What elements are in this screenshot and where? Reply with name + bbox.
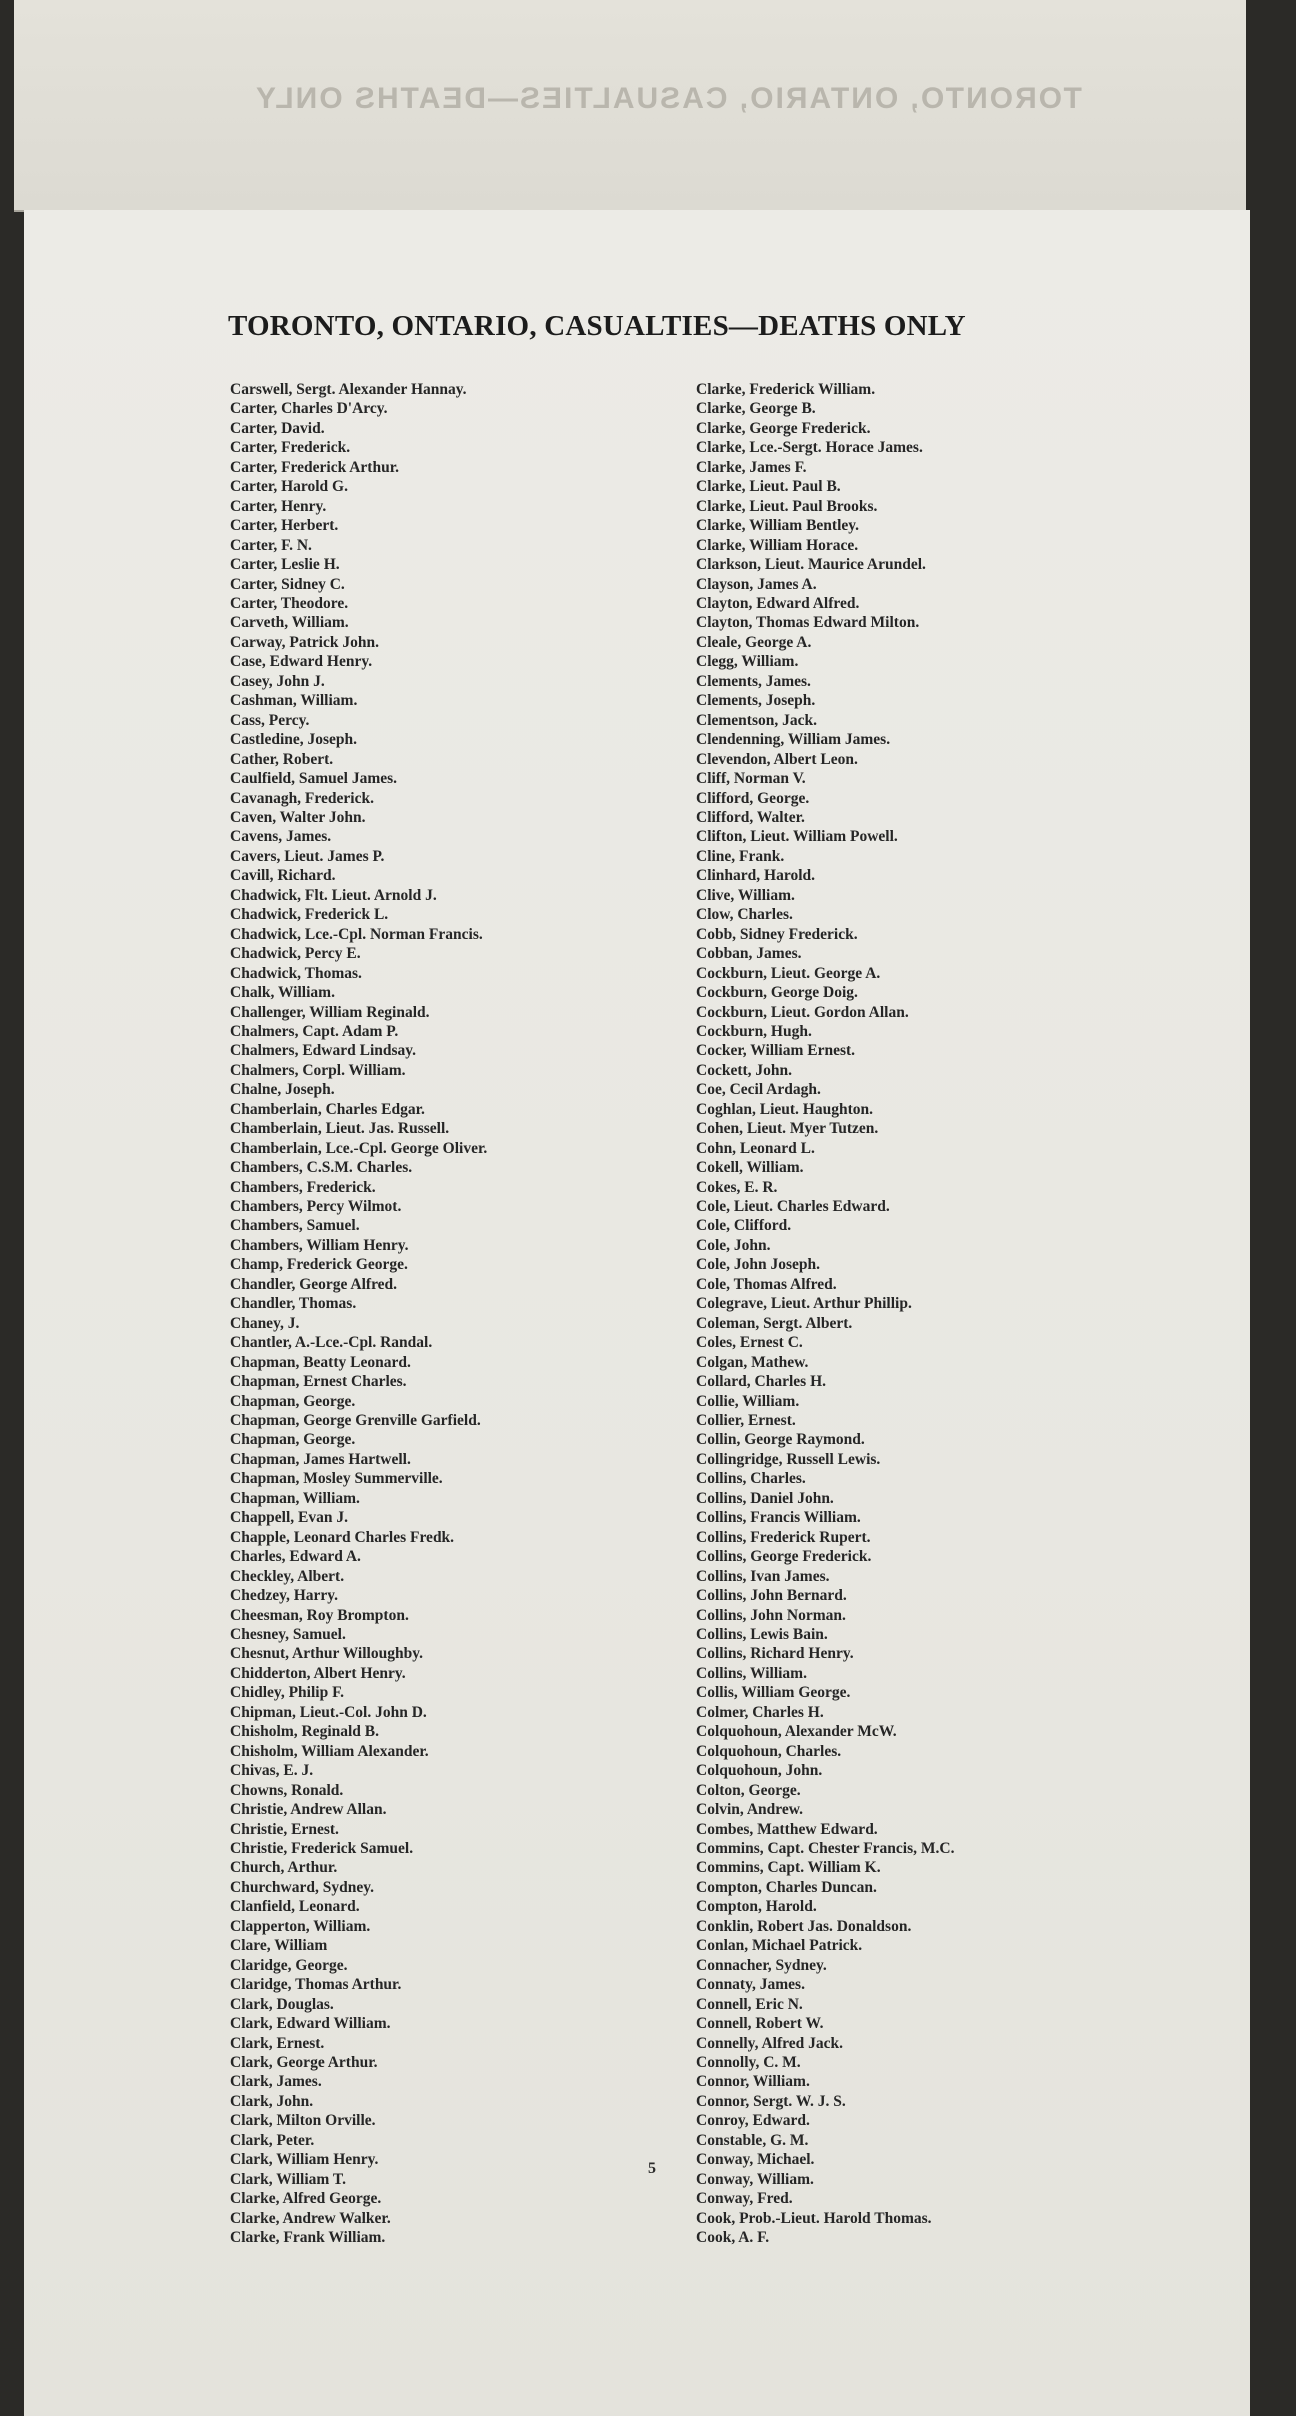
casualty-entry: Cliff, Norman V. [696, 770, 806, 788]
previous-page-edge [14, 0, 1246, 212]
casualty-entry: Clarke, Frank William. [230, 2229, 386, 2247]
casualty-entry: Clarke, Frederick William. [696, 381, 876, 398]
casualty-entry: Chapple, Leonard Charles Fredk. [230, 1528, 455, 1546]
casualty-entry: Clow, Charles. [696, 906, 793, 924]
casualty-entry: Collins, George Frederick. [696, 1548, 872, 1566]
casualty-entry: Clarkson, Lieut. Maurice Arundel. [696, 556, 926, 574]
casualty-entry: Case, Edward Henry. [230, 653, 373, 671]
casualty-entry: Cockburn, Hugh. [696, 1022, 812, 1040]
casualty-entry: Chantler, A.-Lce.-Cpl. Randal. [230, 1334, 433, 1352]
casualty-entry: Combes, Matthew Edward. [696, 1820, 878, 1838]
casualty-entry: Claridge, George. [230, 1956, 348, 1974]
casualty-entry: Castledine, Joseph. [230, 731, 358, 749]
casualty-entry: Coles, Ernest C. [696, 1334, 803, 1352]
casualty-entry: Chamberlain, Lce.-Cpl. George Oliver. [230, 1139, 488, 1157]
casualty-entry: Chadwick, Lce.-Cpl. Norman Francis. [230, 925, 483, 943]
casualty-entry: Clarke, Lieut. Paul Brooks. [696, 497, 878, 515]
casualty-entry: Clarke, George Frederick. [696, 419, 871, 437]
casualty-entry: Clarke, Alfred George. [230, 2190, 382, 2208]
page-number: 5 [648, 2160, 656, 2177]
casualty-entry: Colmer, Charles H. [696, 1703, 824, 1721]
casualty-entry: Clinhard, Harold. [696, 867, 816, 885]
casualty-entry: Clements, Joseph. [696, 692, 816, 710]
casualty-entry: Chivas, E. J. [230, 1762, 314, 1780]
casualty-entry: Clevendon, Albert Leon. [696, 750, 858, 768]
casualty-entry: Chapman, George. [230, 1392, 356, 1410]
casualty-entry: Cavanagh, Frederick. [230, 789, 374, 807]
casualty-entry: Clifford, Walter. [696, 808, 805, 826]
casualty-entry: Clark, Edward William. [230, 2015, 391, 2033]
casualty-entry: Chadwick, Percy E. [230, 945, 361, 963]
page-title: TORONTO, ONTARIO, CASUALTIES—DEATHS ONLY [228, 310, 966, 342]
casualty-entry: Clarke, William Horace. [696, 536, 859, 554]
casualty-entry: Clementson, Jack. [696, 711, 817, 729]
casualty-entry: Cockburn, Lieut. George A. [696, 964, 881, 982]
casualty-entry: Cole, John Joseph. [696, 1256, 821, 1274]
casualty-entry: Chambers, Percy Wilmot. [230, 1198, 402, 1216]
casualty-entry: Chapman, Ernest Charles. [230, 1373, 407, 1391]
casualty-entry: Chamberlain, Charles Edgar. [230, 1100, 425, 1118]
casualty-entry: Collin, George Raymond. [696, 1431, 865, 1449]
casualty-entry: Collis, William George. [696, 1684, 851, 1702]
casualty-entry: Conway, Michael. [696, 2151, 815, 2169]
casualty-entry: Cavill, Richard. [230, 867, 336, 885]
casualty-entry: Carter, Sidney C. [230, 575, 345, 593]
casualty-entry: Caven, Walter John. [230, 808, 366, 826]
casualty-entry: Chisholm, Reginald B. [230, 1723, 380, 1741]
casualty-entry: Collins, Lewis Bain. [696, 1626, 828, 1643]
casualty-entry: Carveth, William. [230, 614, 349, 632]
casualty-entry: Clarke, Andrew Walker. [230, 2209, 391, 2227]
casualty-entry: Chadwick, Frederick L. [230, 906, 389, 924]
casualty-entry: Carter, Frederick Arthur. [230, 458, 400, 476]
casualty-entry: Carter, Charles D'Arcy. [230, 400, 388, 418]
casualty-entry: Connor, William. [696, 2073, 810, 2091]
casualty-entry: Chaney, J. [230, 1314, 300, 1332]
casualty-entry: Cheesman, Roy Brompton. [230, 1606, 409, 1624]
casualty-entry: Cline, Frank. [696, 847, 785, 865]
casualty-entry: Collins, Frederick Rupert. [696, 1528, 871, 1546]
casualty-entry: Clanfield, Leonard. [230, 1898, 360, 1916]
casualty-entry: Chadwick, Flt. Lieut. Arnold J. [230, 886, 437, 904]
casualty-entry: Clarke, Lce.-Sergt. Horace James. [696, 439, 923, 457]
casualty-entry: Cleale, George A. [696, 633, 812, 651]
casualty-entry: Chowns, Ronald. [230, 1781, 344, 1799]
casualty-entry: Cook, A. F. [696, 2229, 770, 2247]
casualty-entry: Carter, Harold G. [230, 478, 348, 496]
casualty-entry: Collins, Ivan James. [696, 1567, 830, 1585]
casualty-entry: Carter, David. [230, 419, 325, 437]
casualty-entry: Coe, Cecil Ardagh. [696, 1081, 821, 1099]
casualty-entry: Clark, James. [230, 2073, 322, 2091]
casualty-entry: Chambers, William Henry. [230, 1236, 409, 1254]
casualty-entry: Carswell, Sergt. Alexander Hannay. [230, 381, 467, 398]
show-through-text: TORONTO, ONTARIO, CASUALTIES—DEATHS ONLY [254, 82, 1082, 115]
right-name-column [696, 380, 1196, 2248]
casualty-entry: Connaty, James. [696, 1976, 805, 1994]
casualty-entry: Connelly, Alfred Jack. [696, 2034, 843, 2052]
casualty-entry: Clarke, Lieut. Paul B. [696, 478, 841, 496]
casualty-entry: Carter, F. N. [230, 536, 312, 554]
casualty-entry: Carter, Theodore. [230, 594, 349, 612]
casualty-entry: Colvin, Andrew. [696, 1801, 803, 1819]
casualty-entry: Conway, Fred. [696, 2190, 793, 2208]
casualty-entry: Carter, Herbert. [230, 517, 339, 535]
casualty-entry: Chedzey, Harry. [230, 1587, 339, 1605]
casualty-entry: Collins, Daniel John. [696, 1489, 834, 1507]
casualty-entry: Collier, Ernest. [696, 1412, 796, 1430]
casualty-entry: Chandler, George Alfred. [230, 1275, 398, 1293]
casualty-entry: Chapman, James Hartwell. [230, 1450, 411, 1468]
casualty-entry: Conroy, Edward. [696, 2112, 810, 2130]
casualty-entry: Conklin, Robert Jas. Donaldson. [696, 1917, 912, 1935]
casualty-entry: Clark, William Henry. [230, 2151, 379, 2169]
casualty-entry: Cole, John. [696, 1236, 771, 1254]
casualty-entry: Cass, Percy. [230, 711, 310, 729]
casualty-entry: Clarke, George B. [696, 400, 816, 418]
casualty-entry: Chisholm, William Alexander. [230, 1742, 429, 1760]
casualty-entry: Champ, Frederick George. [230, 1256, 408, 1274]
casualty-entry: Colquohoun, Alexander McW. [696, 1723, 897, 1741]
casualty-entry: Chesnut, Arthur Willoughby. [230, 1645, 423, 1663]
casualty-entry: Carter, Leslie H. [230, 556, 340, 574]
casualty-entry: Chamberlain, Lieut. Jas. Russell. [230, 1120, 450, 1138]
casualty-entry: Cavens, James. [230, 828, 332, 846]
casualty-entry: Chalk, William. [230, 984, 335, 1002]
casualty-entry: Chidley, Philip F. [230, 1684, 344, 1702]
casualty-entry: Clare, William [230, 1937, 328, 1955]
casualty-entry: Chapman, Mosley Summerville. [230, 1470, 443, 1488]
casualty-entry: Clark, John. [230, 2092, 314, 2110]
casualty-entry: Churchward, Sydney. [230, 1878, 374, 1896]
casualty-entry: Cohn, Leonard L. [696, 1139, 815, 1157]
casualty-entry: Clark, George Arthur. [230, 2053, 378, 2071]
casualty-entry: Chesney, Samuel. [230, 1626, 346, 1643]
casualty-entry: Colquohoun, Charles. [696, 1742, 842, 1760]
casualty-entry: Chalmers, Corpl. William. [230, 1061, 406, 1079]
casualty-entry: Cocker, William Ernest. [696, 1042, 856, 1060]
casualty-entry: Chambers, C.S.M. Charles. [230, 1159, 413, 1177]
casualty-entry: Charles, Edward A. [230, 1548, 361, 1566]
casualty-entry: Cockburn, George Doig. [696, 984, 858, 1002]
casualty-entry: Clendenning, William James. [696, 731, 891, 749]
casualty-entry: Cook, Prob.-Lieut. Harold Thomas. [696, 2209, 932, 2227]
casualty-entry: Clark, Ernest. [230, 2034, 325, 2052]
casualty-entry: Clements, James. [696, 672, 811, 690]
casualty-entry: Cokes, E. R. [696, 1178, 778, 1196]
casualty-entry: Challenger, William Reginald. [230, 1003, 430, 1021]
casualty-entry: Connor, Sergt. W. J. S. [696, 2092, 846, 2110]
casualty-entry: Conway, William. [696, 2170, 814, 2188]
casualty-entry: Cokell, William. [696, 1159, 804, 1177]
casualty-entry: Christie, Frederick Samuel. [230, 1839, 414, 1857]
casualty-entry: Cole, Clifford. [696, 1217, 792, 1235]
casualty-entry: Clarke, James F. [696, 458, 807, 476]
casualty-entry: Cole, Thomas Alfred. [696, 1275, 837, 1293]
casualty-entry: Connell, Robert W. [696, 2015, 824, 2033]
casualty-entry: Connolly, C. M. [696, 2053, 801, 2071]
casualty-entry: Chapman, George Grenville Garfield. [230, 1412, 481, 1430]
casualty-entry: Clarke, William Bentley. [696, 517, 860, 535]
casualty-entry: Casey, John J. [230, 672, 325, 690]
casualty-entry: Chalmers, Edward Lindsay. [230, 1042, 417, 1060]
casualty-entry: Claridge, Thomas Arthur. [230, 1976, 402, 1994]
left-name-column [230, 380, 650, 2248]
casualty-entry: Coleman, Sergt. Albert. [696, 1314, 853, 1332]
casualty-entry: Chapman, Beatty Leonard. [230, 1353, 411, 1371]
casualty-entry: Clark, Peter. [230, 2131, 315, 2149]
casualty-entry: Chadwick, Thomas. [230, 964, 362, 982]
casualty-entry: Collie, William. [696, 1392, 800, 1410]
casualty-entry: Compton, Harold. [696, 1898, 817, 1916]
casualty-entry: Colton, George. [696, 1781, 801, 1799]
casualty-entry: Cohen, Lieut. Myer Tutzen. [696, 1120, 879, 1138]
casualty-entry: Clark, William T. [230, 2170, 346, 2188]
casualty-entry: Collins, John Norman. [696, 1606, 846, 1624]
casualty-entry: Church, Arthur. [230, 1859, 338, 1877]
casualty-entry: Chapman, George. [230, 1431, 356, 1449]
casualty-entry: Clegg, William. [696, 653, 799, 671]
casualty-entry: Clifton, Lieut. William Powell. [696, 828, 898, 846]
casualty-entry: Clayson, James A. [696, 575, 817, 593]
casualty-entry: Clark, Douglas. [230, 1995, 334, 2013]
casualty-entry: Clayton, Thomas Edward Milton. [696, 614, 920, 632]
casualty-entry: Carter, Frederick. [230, 439, 351, 457]
casualty-entry: Chalne, Joseph. [230, 1081, 335, 1099]
casualty-entry: Collingridge, Russell Lewis. [696, 1450, 881, 1468]
casualty-entry: Chappell, Evan J. [230, 1509, 349, 1527]
casualty-entry: Cole, Lieut. Charles Edward. [696, 1198, 890, 1216]
casualty-entry: Cockett, John. [696, 1061, 793, 1079]
casualty-entry: Chapman, William. [230, 1489, 360, 1507]
casualty-entry: Connacher, Sydney. [696, 1956, 827, 1974]
casualty-entry: Colgan, Mathew. [696, 1353, 809, 1371]
casualty-entry: Collins, John Bernard. [696, 1587, 847, 1605]
casualty-entry: Clive, William. [696, 886, 795, 904]
casualty-entry: Cobban, James. [696, 945, 802, 963]
casualty-entry: Chambers, Frederick. [230, 1178, 376, 1196]
casualty-entry: Cashman, William. [230, 692, 358, 710]
casualty-entry: Carter, Henry. [230, 497, 327, 515]
casualty-entry: Collins, Charles. [696, 1470, 806, 1488]
casualty-entry: Cather, Robert. [230, 750, 334, 768]
casualty-entry: Collins, William. [696, 1664, 807, 1682]
casualty-entry: Connell, Eric N. [696, 1995, 803, 2013]
casualty-entry: Colegrave, Lieut. Arthur Phillip. [696, 1295, 912, 1313]
casualty-entry: Collard, Charles H. [696, 1373, 827, 1391]
casualty-entry: Clark, Milton Orville. [230, 2112, 376, 2130]
casualty-entry: Christie, Andrew Allan. [230, 1801, 387, 1819]
casualty-entry: Constable, G. M. [696, 2131, 809, 2149]
casualty-entry: Collins, Francis William. [696, 1509, 861, 1527]
casualty-entry: Clifford, George. [696, 789, 810, 807]
document-page [24, 210, 1250, 2416]
casualty-entry: Carway, Patrick John. [230, 633, 379, 651]
casualty-entry: Christie, Ernest. [230, 1820, 339, 1838]
casualty-entry: Caulfield, Samuel James. [230, 770, 398, 788]
casualty-entry: Chandler, Thomas. [230, 1295, 357, 1313]
casualty-entry: Colquohoun, John. [696, 1762, 823, 1780]
casualty-entry: Clayton, Edward Alfred. [696, 594, 860, 612]
casualty-entry: Commins, Capt. William K. [696, 1859, 881, 1877]
casualty-entry: Collins, Richard Henry. [696, 1645, 854, 1663]
casualty-entry: Cavers, Lieut. James P. [230, 847, 385, 865]
casualty-entry: Checkley, Albert. [230, 1567, 345, 1585]
casualty-entry: Cobb, Sidney Frederick. [696, 925, 858, 943]
casualty-entry: Compton, Charles Duncan. [696, 1878, 877, 1896]
casualty-entry: Chipman, Lieut.-Col. John D. [230, 1703, 427, 1721]
casualty-entry: Commins, Capt. Chester Francis, M.C. [696, 1839, 955, 1857]
casualty-entry: Chidderton, Albert Henry. [230, 1664, 406, 1682]
casualty-entry: Coghlan, Lieut. Haughton. [696, 1100, 874, 1118]
casualty-entry: Clapperton, William. [230, 1917, 371, 1935]
casualty-entry: Chambers, Samuel. [230, 1217, 360, 1235]
casualty-entry: Conlan, Michael Patrick. [696, 1937, 863, 1955]
casualty-entry: Chalmers, Capt. Adam P. [230, 1022, 399, 1040]
casualty-entry: Cockburn, Lieut. Gordon Allan. [696, 1003, 909, 1021]
